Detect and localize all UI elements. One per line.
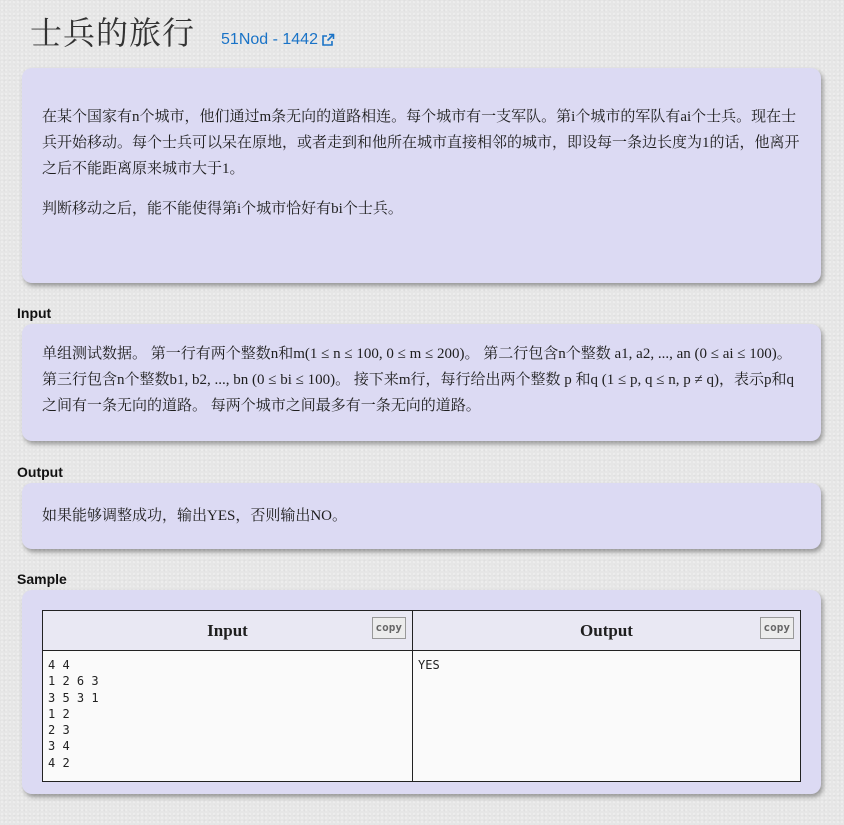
output-card: [22, 483, 821, 549]
sample-table: [42, 610, 801, 782]
output-section-label: Output: [17, 464, 63, 480]
problem-source-link[interactable]: [221, 31, 335, 49]
sample-output-text[interactable]: YES: [418, 658, 440, 672]
copy-input-button[interactable]: copy: [372, 617, 407, 639]
copy-output-button[interactable]: copy: [760, 617, 795, 639]
external-link-icon: [321, 33, 335, 47]
sample-output-header: [413, 611, 801, 651]
sample-input-cell: [43, 651, 413, 782]
input-section-label: Input: [17, 305, 52, 321]
sample-section-label: Sample: [17, 571, 67, 587]
sample-card: [22, 590, 821, 794]
input-card: [22, 324, 821, 441]
problem-source-label: 51Nod - 1442: [221, 31, 318, 48]
page-header: [30, 8, 335, 54]
sample-output-cell: [413, 651, 801, 782]
description-paragraph: 在某个国家有n个城市，他们通过m条无向的道路相连。每个城市有一支军队。第i个城市的军队有ai个士兵。现在士兵开始移动。每个士兵可以呆在原地，或者走到和他所在城市直接相邻的城市，即设每一条边长度为1的话，他离开之后不能距离原来城市大于1。: [42, 109, 800, 177]
sample-output-title: Output: [580, 620, 633, 640]
sample-input-title: Input: [207, 620, 248, 640]
input-description: 单组测试数据。 第一行有两个整数n和m(1 ≤ n ≤ 100, 0 ≤ m ≤ 200)。 第二行包含n个整数 a1, a2, ..., an (0 ≤ ai ≤ 100)。 第三行包含n个整数b1, b2, ..., bn (0 ≤ bi ≤ 100)。 接下来m行，每行给出两个整数 p 和q (1 ≤ p, q ≤ n, p ≠ q)，表示p和q之间有一条无向的道路。 每两个城市之间最多有一条无向的道路。: [42, 346, 794, 414]
sample-input-header: [43, 611, 413, 651]
page-title: 士兵的旅行: [30, 14, 196, 52]
description-card: [22, 68, 821, 283]
sample-input-text[interactable]: 4 4 1 2 6 3 3 5 3 1 1 2 2 3 3 4 4 2: [48, 658, 99, 770]
description-paragraph: 判断移动之后，能不能使得第i个城市恰好有bi个士兵。: [42, 201, 403, 217]
output-description: 如果能够调整成功，输出YES，否则输出NO。: [42, 508, 348, 524]
